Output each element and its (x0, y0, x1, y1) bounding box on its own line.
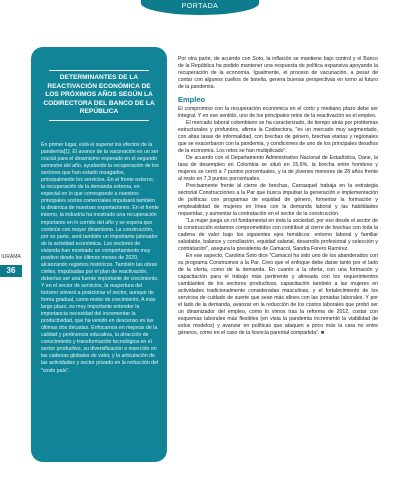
body-paragraph: El compromiso con la recuperación económica en el corto y mediano plazo debe ser integral. Y en ese sentido, uno de los principales retos de la reactivación es el empleo. (178, 106, 378, 119)
sidebar-title-rule-bottom (49, 120, 149, 121)
sidebar-body (41, 142, 159, 375)
sidebar-title-text: DETERMINANTES DE LA REACTIVACIÓN ECONÓMICA DE LOS PRÓXIMOS AÑOS SEGÚN LA CODIRECTORA DEL BANCO DE LA REPÚBLICA (43, 74, 155, 116)
body-paragraph: De acuerdo con el Departamento Administrativo Nacional de Estadística, Dane, la tasa de desempleo en Colombia se situó en 15,6%, la brecha entre hombres y mujeres se cerró a 7 puntos porcentuales, y la de jóvenes menores de 28 años frente al resto en 7,3 puntos porcentuales. (178, 155, 378, 182)
body-paragraph: El mercado laboral colombiano se ha caracterizado, de tiempo atrás por problemas estructurales y profundos, afirma la Codirectora, "es un mercado muy segmentado, con altas tasas de informalidad, con brechas de género, brechas etarias y regionales que se exacerbaron con la pandemia, y condiciones de uno de los principales desafíos de la economía. Los retos se han multiplicado". (178, 120, 378, 154)
body-paragraph: En ese aspecto, Carolina Soto dice "Camacol ha sido uno de los abanderados con su programa Construimos a la Par. Creo que el enfoque debe darse tanto por el lado de la oferta, como de la demanda. En cuanto a la oferta, con una formación y capacitación para el trabajo más pertinente y alineada con los requerimientos cambiantes de los sectores productivos, capacitación también a las mujeres en actividades tradicionalmente consideradas masculinas, y el fortalecimiento de los servicios de cuidado de suerte que sean más afines con las jornadas laborales. Y por el lado de la demanda, avanzar en la reducción de los costos laborales que probó ser un dinamizador del empleo, como lo vimos tras la reforma de 2012, costar con esquemas laborales más flexibles (en vista la pandemia incrementó la viabilidad de estos modelos) y avanzar en políticas que ataquen a poco más la cara no entre géneros, como en el caso de la licencia parental compartida". ■ (178, 253, 378, 336)
main-column (178, 56, 378, 337)
page-number: 36 (0, 265, 22, 277)
body-paragraph: Precisamente frente al cierre de brechas, Carrasquel trabaja en la estrategia sectorial Construcciones a la Par que busca impulsar la generación e implementación de políticas con programas de equidad de género, fomentar la formación y empleabilidad de mujeres en línea con la demanda laboral y las habilidades requeridas, y aumentar la contratación en el sector de la construcción. (178, 183, 378, 217)
section-label: PORTADA (181, 3, 219, 10)
sidebar-paragraph: En primer lugar, está el superar los efectos de la pandemia[1]. El avance de la vacunación es un ser crucial para el dinamismo esperado en el segundo semestre del año, ayudando la recuperación de los sectores que han estado rezagados, principalmente los servicios. En el frente externo, la recuperación de la demanda externa, en especial en lo que corresponde a nuestros principales socios comerciales impulsará también la dinámica de nuestras exportaciones. En el frente interno, la industria ha mostrado una recuperación importante en lo corrido del año y se espera que continúe con mayor dinamismo. La construcción, por su parte, será también un importante jalonador de la actividad económica. Los sectores de vivienda han mostrado un comportamiento muy positivo desde los últimos meses de 2020, alcanzando registros históricos. También las obras civiles, impulsadas por el plan de reactivación, deberían ser una fuente importante de crecimiento. Y en el sector de servicios, la reapertura del turismo volverá a posicionar el sector, aunque de forma gradual, como motor de crecimiento. A más largo plazo, es muy importante entender la importancia necesidad del incrementar la productividad, que ha venido en descenso en las últimas dos décadas. Enfocarnos en mejoras de la calidad y pertinencia educativa, la atracción de conocimiento y transformación tecnológica en el sector productivo, su diversificación e inserción en las cadenas globales de valor, y la articulación de las actividades y sector privado en la reducción del "costo país". (41, 142, 159, 374)
body-paragraph: "La mujer juega un rol fundamental en toda la sociedad, por eso desde el sector de la construcción estamos comprometidos con contribuir al cierre de brechas con toda la cadena de valor bajo los siguientes ejes temáticos: entorno laboral y familiar saludable, balance y conciliación, equidad salarial, desarrollo profesional y selección y contratación", asegura la presidenta de Camacol, Sandra Forero Ramírez. (178, 218, 378, 252)
sidebar-title (42, 70, 156, 121)
magazine-name: IURAMA (1, 254, 21, 260)
intro-paragraph: Por otra parte, de acuerdo con Soto, la inflación se mantiene bajo control y el Banco de la República ha podido mantener una respuesta de política expansiva apoyando la recuperación de la economía. Igualmente, el proceso de vacunación, a pesar de contar con algunos cuellos de botella, genera buenas perspectivas en torno al futuro de la pandemia. (178, 56, 378, 90)
sidebar-title-rule-top (49, 70, 149, 71)
section-heading: Empleo (178, 95, 206, 104)
section-header-tab (141, 0, 259, 15)
